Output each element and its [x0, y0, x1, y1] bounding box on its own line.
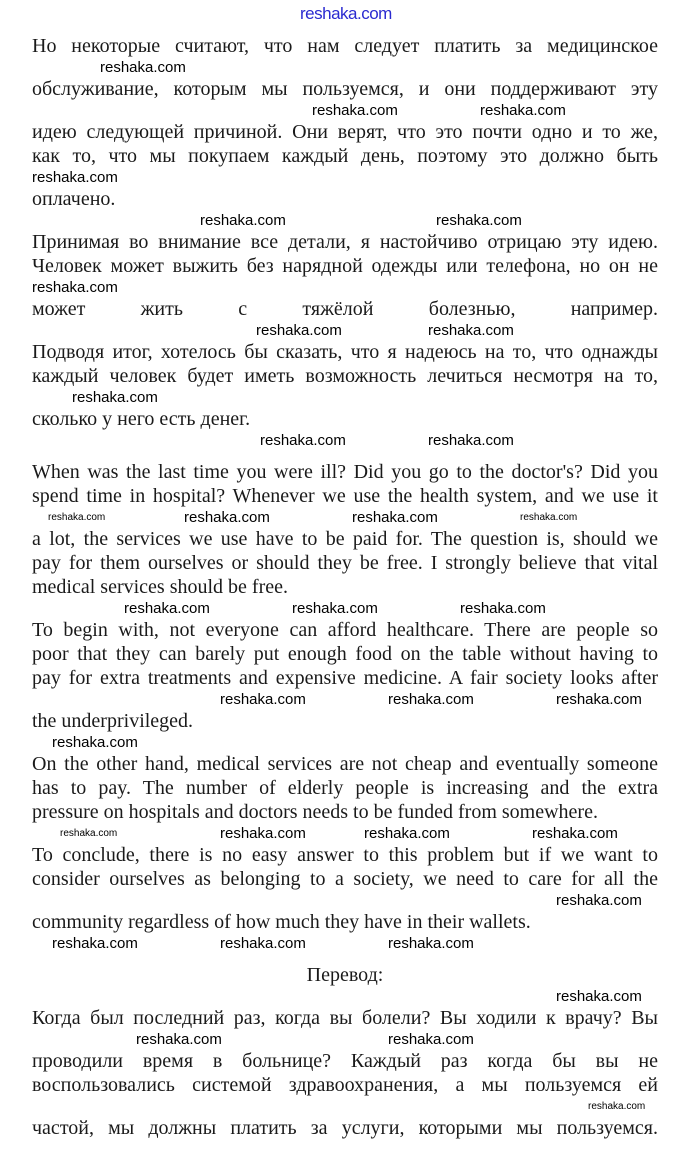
watermark: reshaka.com	[428, 322, 514, 339]
watermark: reshaka.com	[460, 600, 546, 617]
text-line: Человек может выжить без нарядной одежды или телефона, но он не	[32, 256, 658, 277]
watermark-row	[0, 433, 700, 449]
text-line: идею следующей причиной. Они верят, что это почти одно и то же,	[32, 122, 658, 143]
watermark: reshaka.com	[292, 600, 378, 617]
text-line: Принимая во внимание все детали, я настойчиво отрицаю эту идею.	[32, 232, 658, 253]
watermark: reshaka.com	[124, 600, 210, 617]
text-line: poor that they can barely put enough food on the table without having to	[32, 644, 658, 665]
text-line: spend time in hospital? Whenever we use the health system, and we use it	[32, 486, 658, 507]
watermark-row	[0, 735, 700, 751]
text-line: как то, что мы покупаем каждый день, поэтому это должно быть	[32, 146, 658, 167]
watermark: reshaka.com	[32, 279, 118, 296]
text-line: pay for extra treatments and expensive medicine. A fair society looks after	[32, 668, 658, 689]
watermark-row	[0, 1032, 700, 1048]
text-line: частой, мы должны платить за услуги, которыми мы пользуемся.	[32, 1118, 658, 1139]
watermark: reshaka.com	[260, 432, 346, 449]
watermark: reshaka.com	[48, 512, 106, 523]
watermark: reshaka.com	[556, 691, 642, 708]
text-line: Подводя итог, хотелось бы сказать, что я надеюсь на то, что однажды	[32, 342, 658, 363]
watermark: reshaka.com	[220, 935, 306, 952]
text-line: the underprivileged.	[32, 710, 194, 732]
watermark: reshaka.com	[588, 1101, 646, 1112]
text-line: проводили время в больнице? Каждый раз когда бы вы не	[32, 1051, 658, 1072]
watermark: reshaka.com	[532, 825, 618, 842]
text-line: обслуживание, которым мы пользуемся, и они поддерживают эту	[32, 79, 658, 100]
watermark: reshaka.com	[312, 102, 398, 119]
watermark: reshaka.com	[52, 935, 138, 952]
watermark: reshaka.com	[256, 322, 342, 339]
watermark: reshaka.com	[52, 734, 138, 751]
watermark: reshaka.com	[556, 988, 642, 1005]
watermark-row	[0, 103, 700, 119]
watermark: reshaka.com	[60, 828, 118, 839]
watermark: reshaka.com	[388, 691, 474, 708]
watermark-row	[0, 390, 700, 406]
text-line: has to pay. The number of elderly people is increasing and the extra	[32, 778, 658, 799]
text-line: medical services should be free.	[32, 576, 289, 598]
watermark: reshaka.com	[364, 825, 450, 842]
watermark-row	[0, 989, 700, 1005]
watermark: reshaka.com	[388, 935, 474, 952]
watermark: reshaka.com	[436, 212, 522, 229]
watermark: reshaka.com	[72, 389, 158, 406]
watermark-row	[0, 280, 700, 296]
watermark-row	[0, 601, 700, 617]
text-line: consider ourselves as belonging to a society, we need to care for all the	[32, 869, 658, 890]
watermark-row	[0, 510, 700, 526]
watermark: reshaka.com	[200, 212, 286, 229]
translation-heading: Перевод:	[306, 964, 384, 986]
text-line: Когда был последний раз, когда вы болели? Вы ходили к врачу? Вы	[32, 1008, 658, 1029]
text-line: When was the last time you were ill? Did you go to the doctor's? Did you	[32, 462, 658, 483]
text-line: a lot, the services we use have to be paid for. The question is, should we	[32, 529, 658, 550]
watermark-row	[0, 60, 700, 76]
watermark-row	[0, 893, 700, 909]
text-line: воспользовались системой здравоохранения, а мы пользуемся ей	[32, 1075, 658, 1096]
watermark: reshaka.com	[32, 169, 118, 186]
text-line: pressure on hospitals and doctors needs to be funded from somewhere.	[32, 801, 598, 823]
text-line: Но некоторые считают, что нам следует платить за медицинское	[32, 36, 658, 57]
watermark-row	[0, 1099, 700, 1115]
text-line: каждый человек будет иметь возможность лечиться несмотря на то,	[32, 366, 658, 387]
watermark-row	[0, 4, 700, 23]
text-line: может жить с тяжёлой болезнью, например.	[32, 299, 658, 320]
watermark: reshaka.com	[520, 512, 578, 523]
watermark: reshaka.com	[100, 59, 186, 76]
document-page	[0, 4, 700, 1139]
watermark-logo: reshaka.com	[300, 4, 392, 23]
text-line: community regardless of how much they have in their wallets.	[32, 911, 531, 933]
text-line: To begin with, not everyone can afford healthcare. There are people so	[32, 620, 658, 641]
watermark: reshaka.com	[480, 102, 566, 119]
text-line: To conclude, there is no easy answer to this problem but if we want to	[32, 845, 658, 866]
text-line: оплачено.	[32, 188, 116, 210]
watermark: reshaka.com	[184, 509, 270, 526]
watermark: reshaka.com	[220, 691, 306, 708]
watermark: reshaka.com	[136, 1031, 222, 1048]
watermark: reshaka.com	[220, 825, 306, 842]
watermark: reshaka.com	[352, 509, 438, 526]
text-line: сколько у него есть денег.	[32, 408, 251, 430]
watermark-row	[0, 826, 700, 842]
watermark: reshaka.com	[428, 432, 514, 449]
watermark-row	[0, 170, 700, 186]
watermark-row	[0, 323, 700, 339]
text-line: pay for them ourselves or should they be free. I strongly believe that vital	[32, 553, 658, 574]
text-line: On the other hand, medical services are not cheap and eventually someone	[32, 754, 658, 775]
watermark-row	[0, 213, 700, 229]
watermark-row	[0, 936, 700, 952]
watermark: reshaka.com	[388, 1031, 474, 1048]
watermark: reshaka.com	[556, 892, 642, 909]
watermark-row	[0, 692, 700, 708]
